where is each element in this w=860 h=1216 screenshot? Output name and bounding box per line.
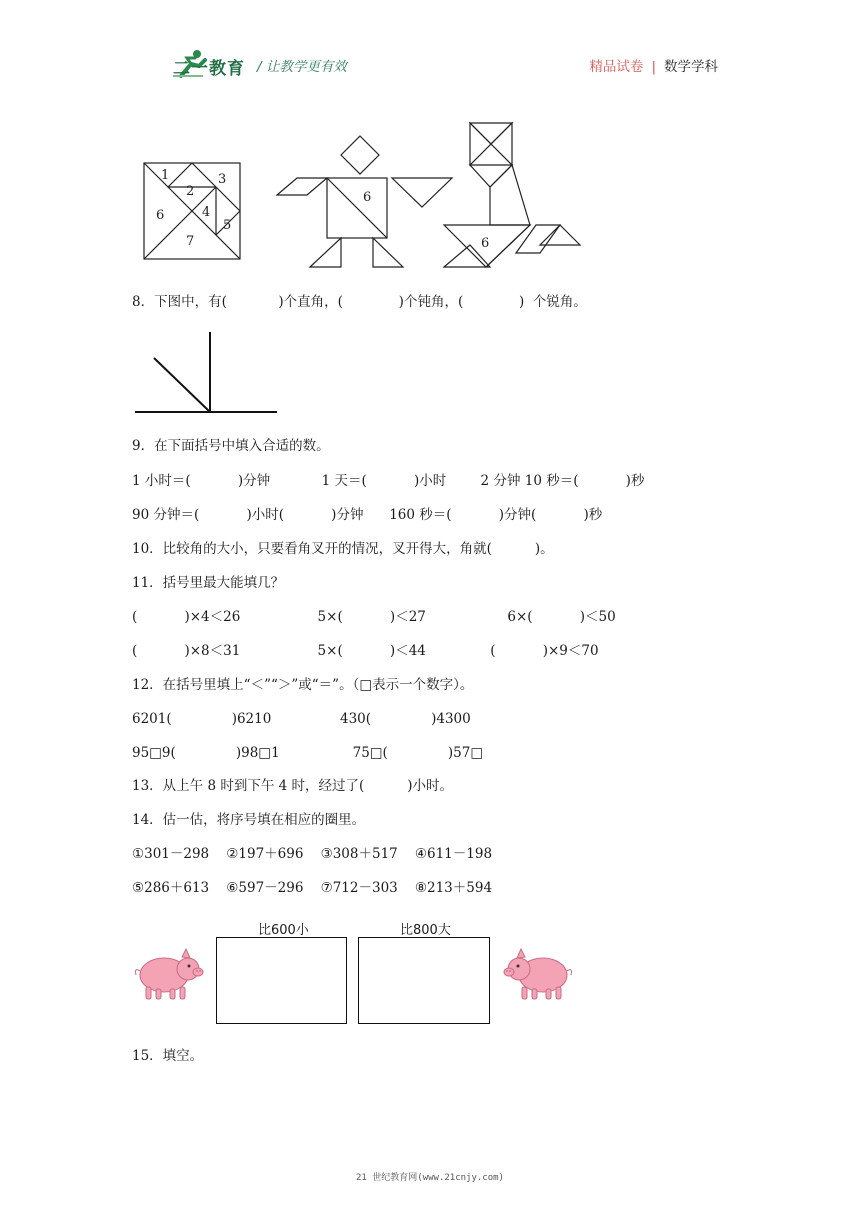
question-12-line-2: 95□9( )98□1 75□( )57□: [132, 745, 484, 761]
tangram-figures: [130, 115, 590, 275]
question-10: 10．比较角的大小，只要看角叉开的情况，叉开得大，角就( )。: [132, 541, 554, 557]
answer-box-greater-800[interactable]: [358, 937, 490, 1024]
box-label-greater-800: 比800大: [400, 923, 451, 938]
question-14-title: 14．估一估，将序号填在相应的圈里。: [132, 812, 366, 828]
answer-box-less-600[interactable]: [216, 937, 347, 1024]
bird-top-triangle: [470, 123, 512, 144]
header-category: 精品试卷: [589, 59, 644, 75]
question-8: 8．下图中，有( )个直角，( )个钝角，( ) 个锐角。: [132, 294, 587, 310]
robot-label-6: 6: [363, 190, 372, 205]
square-label-2: 2: [186, 184, 195, 199]
question-14-line-1: ①301－298 ②197＋696 ③308＋517 ④611－198: [132, 846, 493, 862]
bird-neck: [470, 165, 512, 187]
pig-left-icon: [130, 945, 210, 1005]
question-15: 15．填空。: [132, 1048, 204, 1064]
question-9-line-2: 90 分钟＝( )小时( )分钟 160 秒＝( )分钟( )秒: [132, 507, 603, 523]
square-label-3: 3: [218, 172, 227, 187]
question-11-line-2: ( )×8＜31 5×( )＜44 ( )×9＜70: [132, 643, 599, 659]
bird-tail: [540, 225, 580, 245]
question-11-line-1: ( )×4＜26 5×( )＜27 6×( )＜50: [132, 609, 616, 625]
header-slogan: / 让教学更有效: [257, 59, 347, 75]
robot-right-leg: [373, 238, 403, 267]
square-label-1: 1: [161, 168, 170, 183]
question-9-title: 9．在下面括号中填入合适的数。: [132, 438, 330, 454]
question-13: 13．从上午 8 时到下午 4 时，经过了( )小时。: [132, 778, 453, 794]
box-label-less-600: 比600小: [258, 923, 309, 938]
square-label-4: 4: [202, 205, 211, 220]
angle-figure: [132, 330, 282, 420]
robot-right-arm: [392, 178, 452, 207]
logo-text: 二一教育: [173, 59, 245, 79]
question-11-title: 11．括号里最大能填几？: [132, 575, 285, 591]
question-12-line-1: 6201( )6210 430( )4300: [132, 711, 471, 727]
square-label-6: 6: [156, 208, 165, 223]
robot-head: [341, 136, 379, 174]
robot-left-leg: [310, 238, 341, 267]
pig-right-icon: [497, 945, 577, 1005]
header-subject: 数学学科: [664, 59, 718, 75]
bird-label-6: 6: [481, 236, 490, 251]
bird-body: [490, 165, 530, 225]
square-label-5: 5: [223, 218, 232, 233]
square-label-7: 7: [186, 234, 195, 249]
header-separator: |: [651, 59, 656, 75]
question-14-line-2: ⑤286＋613 ⑥597－296 ⑦712－303 ⑧213＋594: [132, 880, 493, 896]
robot-left-arm: [277, 178, 327, 195]
bird-head: [470, 123, 491, 165]
bird-wing: [516, 225, 560, 253]
page-footer: 21 世纪教育网(www.21cnjy.com): [356, 1173, 504, 1183]
question-12-title: 12．在括号里填上“＜”“＞”或“＝”。（□表示一个数字）。: [132, 677, 474, 693]
question-9-line-1: 1 小时＝( )分钟 1 天＝( )小时 2 分钟 10 秒＝( )秒: [132, 473, 645, 489]
header-right: [589, 55, 718, 75]
